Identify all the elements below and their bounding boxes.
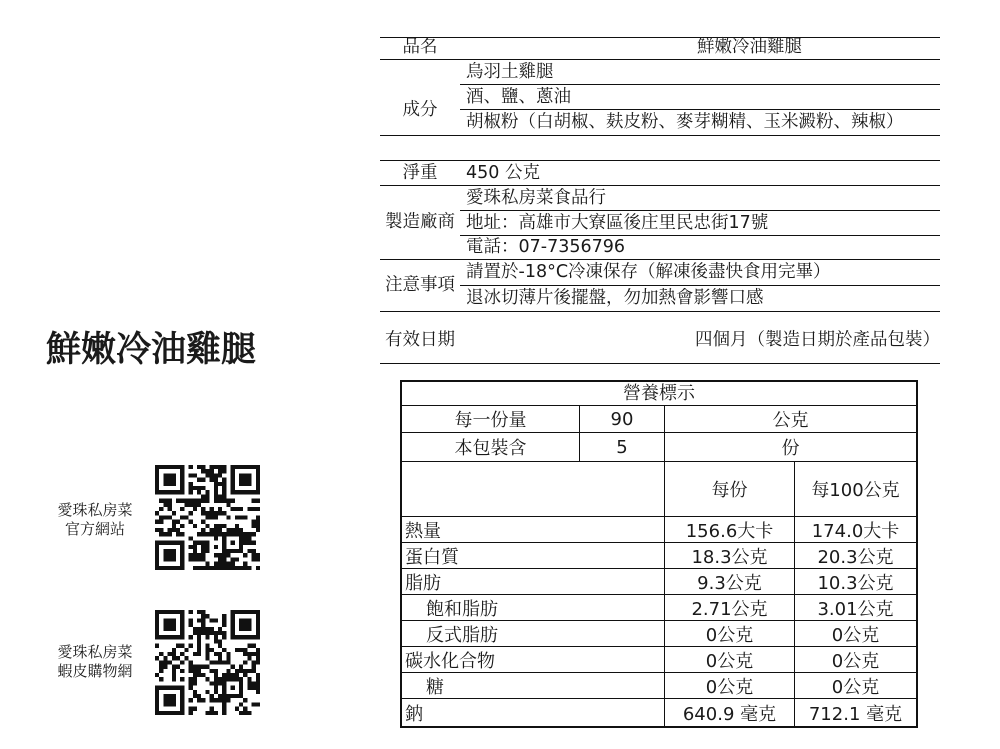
header-blank-cell xyxy=(402,462,665,516)
serving-size-row xyxy=(402,406,916,433)
divider xyxy=(460,84,940,85)
header-per-100g: 每100公克 xyxy=(811,480,900,501)
nutrient-name: 蛋白質 xyxy=(402,543,665,568)
table-row xyxy=(402,673,916,699)
qr-label-line: 愛珠私房菜 xyxy=(57,643,133,661)
nutrient-per-serving: 156.6大卡 xyxy=(665,517,795,542)
ingredient-line: 胡椒粉（白胡椒、麸皮粉、麥芽糊精、玉米澱粉、辣椒） xyxy=(466,112,904,132)
serving-size-label: 每一份量 xyxy=(402,406,580,432)
nutrient-name: 反式脂肪 xyxy=(402,621,665,646)
nutrient-per-serving: 18.3公克 xyxy=(665,543,795,568)
qr-modules xyxy=(155,610,260,715)
divider xyxy=(380,259,940,260)
manufacturer-line: 地址：高雄市大寮區後庄里民忠街17號 xyxy=(466,213,769,233)
qr-label-official-site xyxy=(50,501,140,539)
storage-note-line: 退冰切薄片後擺盤，勿加熱會影響口感 xyxy=(466,288,764,308)
qr-label-line: 蝦皮購物網 xyxy=(57,662,133,680)
nutrient-per-serving: 640.9 毫克 xyxy=(665,699,795,726)
servings-per-package-label: 本包裝含 xyxy=(402,433,580,461)
nutrient-name: 鈉 xyxy=(402,699,665,726)
name-label: 品名 xyxy=(402,37,438,57)
shelf-life-label: 有效日期 xyxy=(385,330,455,350)
nutrient-per-100g: 712.1 毫克 xyxy=(808,703,903,725)
storage-notes-label: 注意事項 xyxy=(385,275,455,295)
nutrition-header-row xyxy=(402,462,916,517)
nutrient-name: 熱量 xyxy=(402,517,665,542)
nutrient-per-100g: 3.01公克 xyxy=(817,598,894,620)
ingredients-label: 成分 xyxy=(402,100,438,120)
servings-per-package-value: 5 xyxy=(580,433,665,461)
manufacturer-label: 製造廠商 xyxy=(385,212,455,232)
nutrient-per-serving: 0公克 xyxy=(665,673,795,698)
shelf-life-value: 四個月（製造日期於產品包裝） xyxy=(695,330,940,350)
serving-size-unit: 公克 xyxy=(772,410,809,431)
nutrient-per-100g: 0公克 xyxy=(831,624,880,646)
nutrient-per-serving: 0公克 xyxy=(665,647,795,672)
table-row xyxy=(402,595,916,621)
net-weight-value: 450 公克 xyxy=(466,163,540,183)
table-row xyxy=(402,517,916,543)
qr-code-official-site xyxy=(155,465,260,570)
nutrient-per-100g: 20.3公克 xyxy=(817,546,894,568)
manufacturer-line: 愛珠私房菜食品行 xyxy=(466,188,606,208)
table-row xyxy=(402,699,916,726)
table-row xyxy=(402,647,916,673)
nutrient-per-100g: 0公克 xyxy=(831,650,880,672)
divider xyxy=(380,185,940,186)
ingredient-line: 烏羽土雞腿 xyxy=(466,62,554,82)
divider xyxy=(380,37,940,38)
header-per-serving: 每份 xyxy=(665,462,795,516)
nutrient-name: 脂肪 xyxy=(402,569,665,594)
net-weight-label: 淨重 xyxy=(402,163,438,183)
serving-size-value: 90 xyxy=(580,406,665,432)
nutrient-per-serving: 0公克 xyxy=(665,621,795,646)
qr-label-line: 官方網站 xyxy=(64,520,125,538)
nutrient-per-serving: 9.3公克 xyxy=(665,569,795,594)
divider xyxy=(380,311,940,312)
nutrient-per-100g: 174.0大卡 xyxy=(811,520,900,542)
nutrient-per-serving: 2.71公克 xyxy=(665,595,795,620)
nutrient-per-100g: 10.3公克 xyxy=(817,572,894,594)
qr-label-shopee-store xyxy=(50,643,140,681)
servings-per-package-row xyxy=(402,433,916,462)
nutrient-name: 飽和脂肪 xyxy=(402,595,665,620)
table-row xyxy=(402,543,916,569)
divider xyxy=(380,135,940,136)
nutrient-name: 碳水化合物 xyxy=(402,647,665,672)
nutrition-title: 營養標示 xyxy=(402,382,916,406)
ingredient-line: 酒、鹽、蔥油 xyxy=(466,87,571,107)
divider xyxy=(460,109,940,110)
divider xyxy=(460,285,940,286)
nutrient-name: 糖 xyxy=(402,673,665,698)
divider xyxy=(460,210,940,211)
nutrient-per-100g: 0公克 xyxy=(831,676,880,698)
qr-label-line: 愛珠私房菜 xyxy=(57,501,133,519)
servings-per-package-unit: 份 xyxy=(781,438,800,459)
table-row xyxy=(402,621,916,647)
divider xyxy=(380,363,940,364)
nutrition-facts-table xyxy=(400,380,918,728)
table-row xyxy=(402,569,916,595)
qr-modules xyxy=(155,465,260,570)
storage-note-line: 請置於-18°C冷凍保存（解凍後盡快食用完畢） xyxy=(466,262,831,282)
manufacturer-line: 電話：07-7356796 xyxy=(466,237,626,257)
product-title: 鮮嫩冷油雞腿 xyxy=(46,329,257,370)
divider xyxy=(380,59,940,60)
name-value: 鮮嫩冷油雞腿 xyxy=(697,37,802,57)
qr-code-shopee-store xyxy=(155,610,260,715)
divider xyxy=(380,160,940,161)
